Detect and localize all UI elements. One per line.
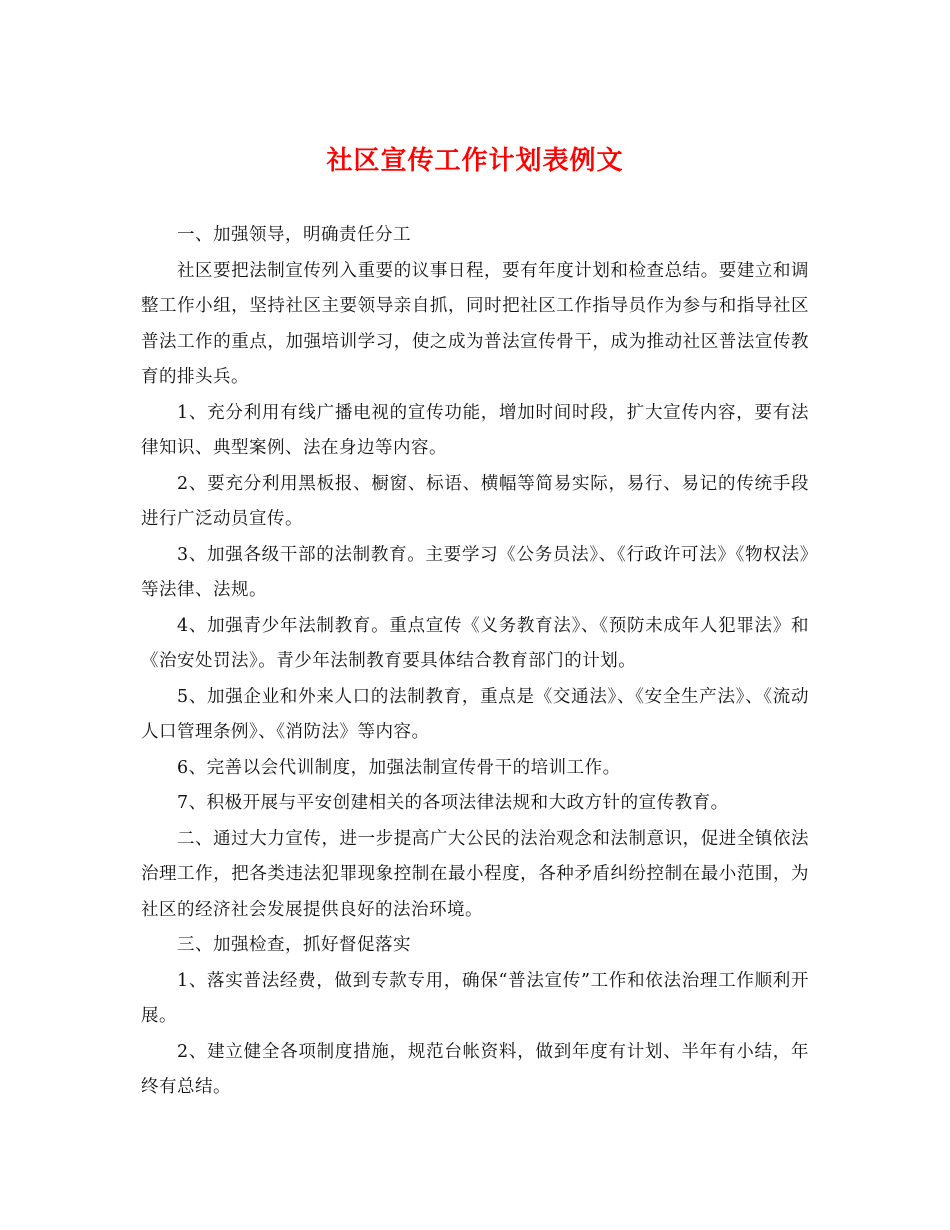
list-item: 7、积极开展与平安创建相关的各项法律法规和大政方针的宣传教育。 <box>177 793 729 813</box>
list-item: 2、要充分利用黑板报、橱窗、标语、横幅等简易实际，易行、易记的传统手段进行广泛动员宣传。 <box>141 473 809 529</box>
list-item: 1、充分利用有线广播电视的宣传功能，增加时间时段，扩大宣传内容，要有法律知识、典型案例、法在身边等内容。 <box>141 402 809 458</box>
list-item: 5、加强企业和外来人口的法制教育，重点是《交通法》、《安全生产法》、《流动人口管理条例》、《消防法》等内容。 <box>141 686 809 742</box>
paragraph: 社区要把法制宣传列入重要的议事日程，要有年度计划和检查总结。要建立和调整工作小组，坚持社区主要领导亲自抓，同时把社区工作指导员作为参与和指导社区普法工作的重点，加强培训学习，使之成为普法宣传骨干，成为推动社区普法宣传教育的排头兵。 <box>141 260 809 387</box>
list-item: 6、完善以会代训制度，加强法制宣传骨干的培训工作。 <box>177 757 621 778</box>
list-item: 1、落实普法经费，做到专款专用，确保“普法宣传”工作和依法治理工作顺利开展。 <box>141 970 809 1026</box>
page-title: 社区宣传工作计划表例文 <box>326 146 624 176</box>
list-item: 4、加强青少年法制教育。重点宣传《义务教育法》、《预防未成年人犯罪法》和《治安处罚法》。青少年法制教育要具体结合教育部门的计划。 <box>141 615 809 671</box>
section-heading-2: 二、通过大力宣传，进一步提高广大公民的法治观念和法制意识，促进全镇依法治理工作，把各类违法犯罪现象控制在最小程度，各种矛盾纠纷控制在最小范围，为社区的经济社会发展提供良好的法治环境。 <box>141 828 809 920</box>
section-heading-1: 一、加强领导，明确责任分工 <box>177 225 411 245</box>
section-heading-3: 三、加强检查，抓好督促落实 <box>177 935 411 955</box>
list-item: 3、加强各级干部的法制教育。主要学习《公务员法》、《行政许可法》《物权法》等法律、法规。 <box>141 544 809 600</box>
document-body <box>141 218 809 1106</box>
list-item: 2、建立健全各项制度措施，规范台帐资料，做到年度有计划、半年有小结，年终有总结。 <box>141 1041 809 1097</box>
